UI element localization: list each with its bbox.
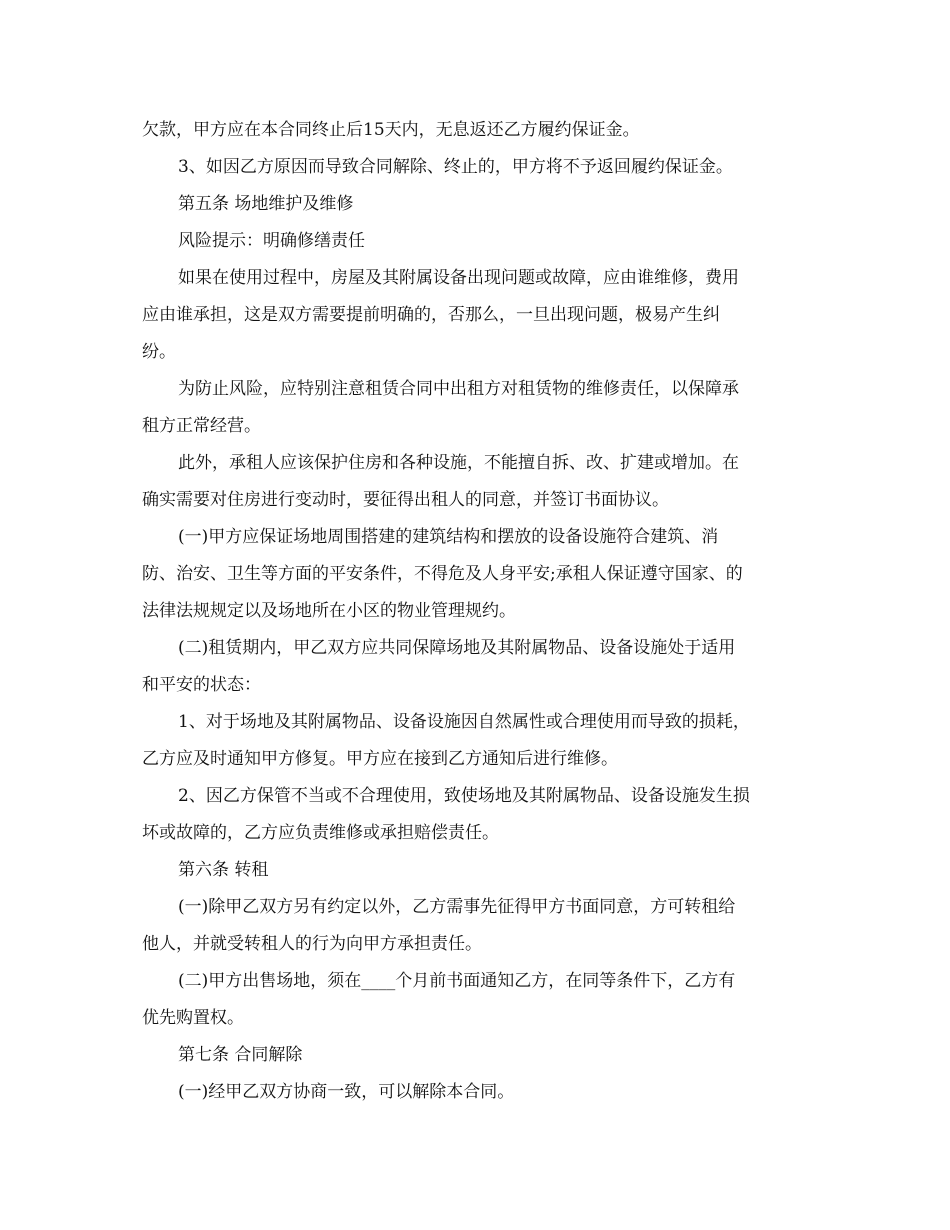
document-body [142,112,807,1111]
text-line: 防、治安、卫生等方面的平安条件，不得危及人身平安;承租人保证遵守国家、的 [142,564,743,584]
text-line: 1、对于场地及其附属物品、设备设施因自然属性或合理使用而导致的损耗， [178,712,750,732]
text-line: 租方正常经营。 [142,416,261,436]
section-heading: 第七条 合同解除 [178,1045,303,1065]
text-line: 此外，承租人应该保护住房和各种设施，不能擅自拆、改、扩建或增加。在 [178,453,739,473]
section-heading: 第五条 场地维护及维修 [178,194,354,214]
text-line: 优先购置权。 [142,1008,244,1028]
section-heading: 第六条 转租 [178,860,269,880]
text-line: (一)除甲乙双方另有约定以外，乙方需事先征得甲方书面同意，方可转租给 [178,897,736,917]
text-line: 坏或故障的，乙方应负责维修或承担赔偿责任。 [142,823,499,843]
text-line: (二)甲方出售场地，须在____个月前书面通知乙方，在同等条件下，乙方有 [178,971,736,991]
risk-tip: 风险提示：明确修缮责任 [178,231,365,251]
text-line: (一)甲方应保证场地周围搭建的建筑结构和摆放的设备设施符合建筑、消 [178,527,719,547]
text-line: 他人，并就受转租人的行为向甲方承担责任。 [142,934,482,954]
text-line: 纷。 [142,342,176,362]
text-line: 乙方应及时通知甲方修复。甲方应在接到乙方通知后进行维修。 [142,749,618,769]
text-line: (二)租赁期内，甲乙双方应共同保障场地及其附属物品、设备设施处于适用 [178,638,736,658]
text-line: (一)经甲乙双方协商一致，可以解除本合同。 [178,1082,515,1102]
text-line: 为防止风险，应特别注意租赁合同中出租方对租赁物的维修责任，以保障承 [178,379,739,399]
text-line: 确实需要对住房进行变动时，要征得出租人的同意，并签订书面协议。 [142,490,669,510]
text-line: 3、如因乙方原因而导致合同解除、终止的，甲方将不予返回履约保证金。 [178,157,733,177]
text-line: 应由谁承担，这是双方需要提前明确的，否那么，一旦出现问题，极易产生纠 [142,305,720,325]
text-line: 2、因乙方保管不当或不合理使用，致使场地及其附属物品、设备设施发生损 [178,786,750,806]
text-line: 和平安的状态： [142,675,261,695]
text-line: 欠款，甲方应在本合同终止后15天内，无息返还乙方履约保证金。 [142,120,640,140]
text-line: 法律法规规定以及场地所在小区的物业管理规约。 [142,601,516,621]
text-line: 如果在使用过程中，房屋及其附属设备出现问题或故障，应由谁维修，费用 [178,268,739,288]
